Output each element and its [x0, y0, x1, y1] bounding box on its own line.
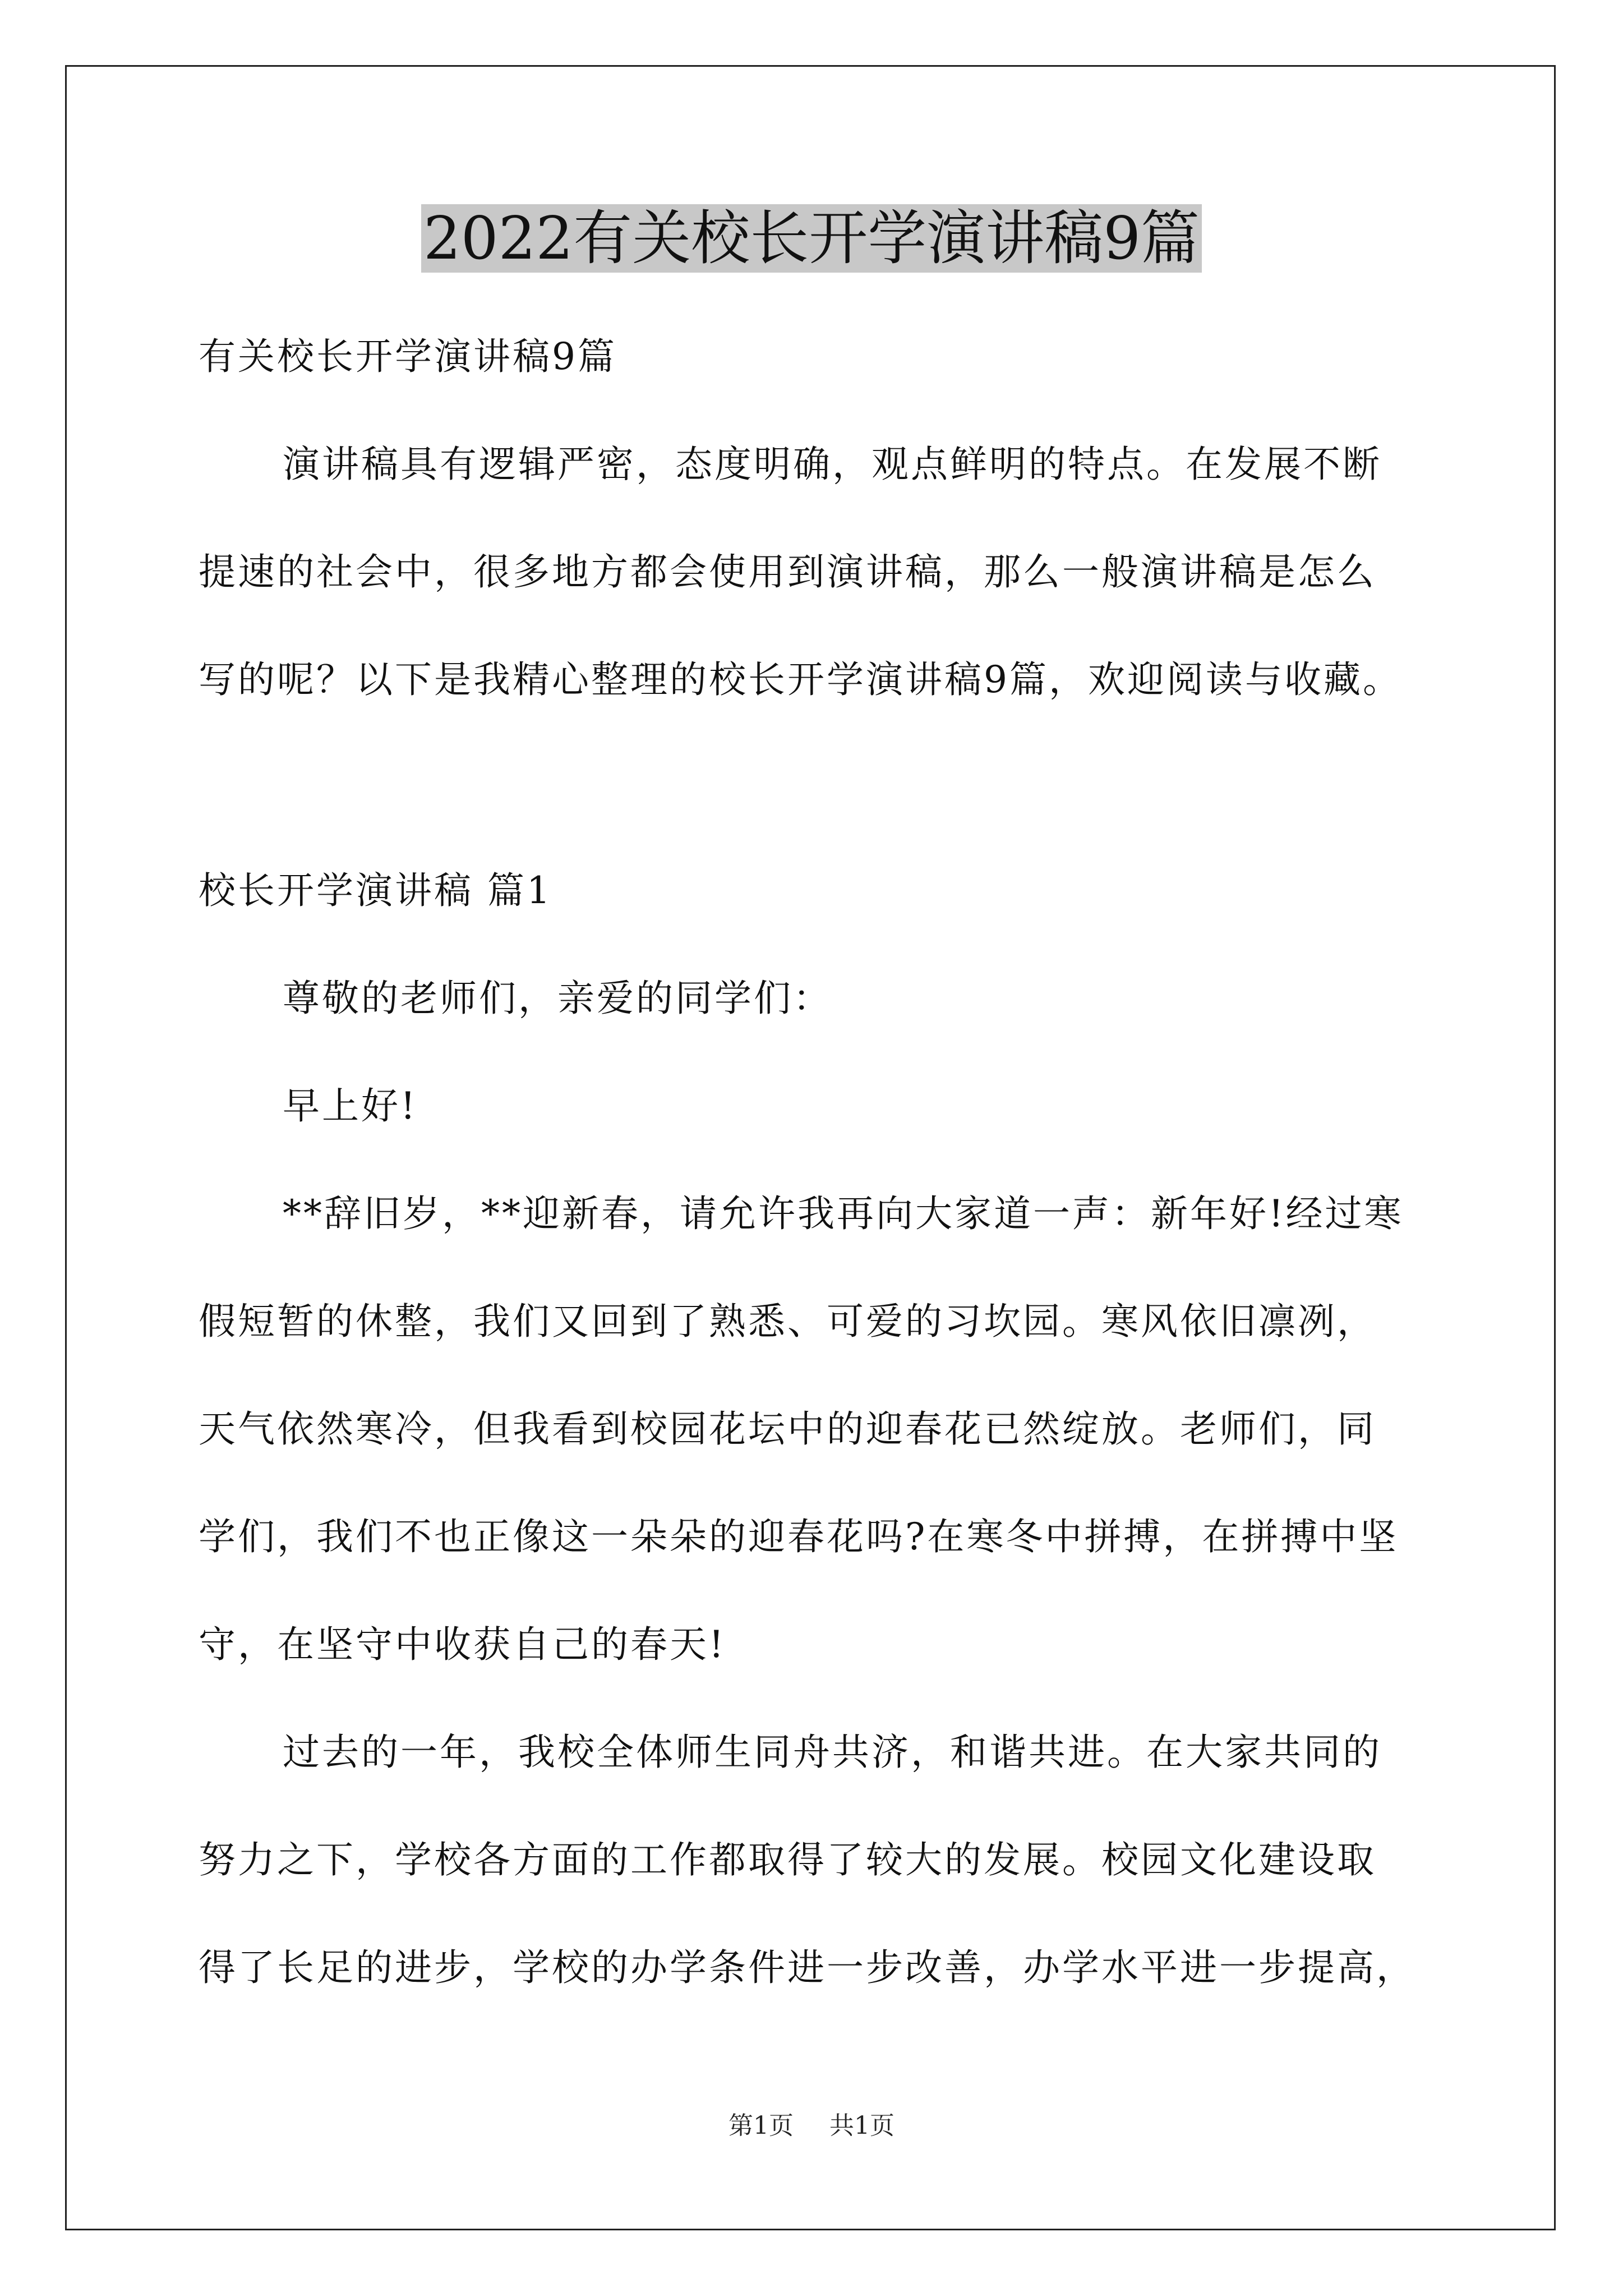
intro-line: 提速的社会中，很多地方都会使用到演讲稿，那么一般演讲稿是怎么	[199, 550, 1376, 593]
document-body	[199, 303, 1432, 2022]
document-title-text: 2022有关校长开学演讲稿9篇	[421, 204, 1202, 273]
page-number-total: 共1页	[829, 2111, 895, 2140]
paragraph-line: 天气依然寒冷，但我看到校园花坛中的迎春花已然绽放。老师们，同	[199, 1407, 1376, 1451]
page-number-current: 第1页	[728, 2111, 794, 2140]
paragraph-line: 过去的一年，我校全体师生同舟共济，和谐共进。在大家共同的	[283, 1731, 1382, 1774]
paragraph-line: 假短暂的休整，我们又回到了熟悉、可爱的习坎园。寒风依旧凛冽，	[199, 1300, 1376, 1343]
paragraph-line: 努力之下，学校各方面的工作都取得了较大的发展。校园文化建设取	[199, 1838, 1376, 1881]
subtitle: 有关校长开学演讲稿9篇	[199, 335, 617, 378]
spacer	[199, 734, 1432, 837]
page-footer	[0, 2109, 1623, 2143]
intro-line: 演讲稿具有逻辑严密，态度明确，观点鲜明的特点。在发展不断	[283, 443, 1382, 486]
paragraph-line: 守，在坚守中收获自己的春天!	[199, 1623, 726, 1666]
paragraph-line: 得了长足的进步，学校的办学条件进一步改善，办学水平进一步提高，	[199, 1946, 1415, 1989]
document-title	[0, 199, 1623, 278]
greeting: 早上好!	[283, 1084, 418, 1128]
section-heading: 校长开学演讲稿 篇1	[199, 869, 552, 912]
intro-line: 写的呢？以下是我精心整理的校长开学演讲稿9篇，欢迎阅读与收藏。	[199, 658, 1402, 701]
paragraph-line: **辞旧岁，**迎新春，请允许我再向大家道一声：新年好!经过寒	[283, 1192, 1404, 1235]
salutation: 尊敬的老师们，亲爱的同学们：	[283, 977, 832, 1020]
paragraph-line: 学们，我们不也正像这一朵朵的迎春花吗?在寒冬中拼搏，在拼搏中坚	[199, 1515, 1399, 1558]
